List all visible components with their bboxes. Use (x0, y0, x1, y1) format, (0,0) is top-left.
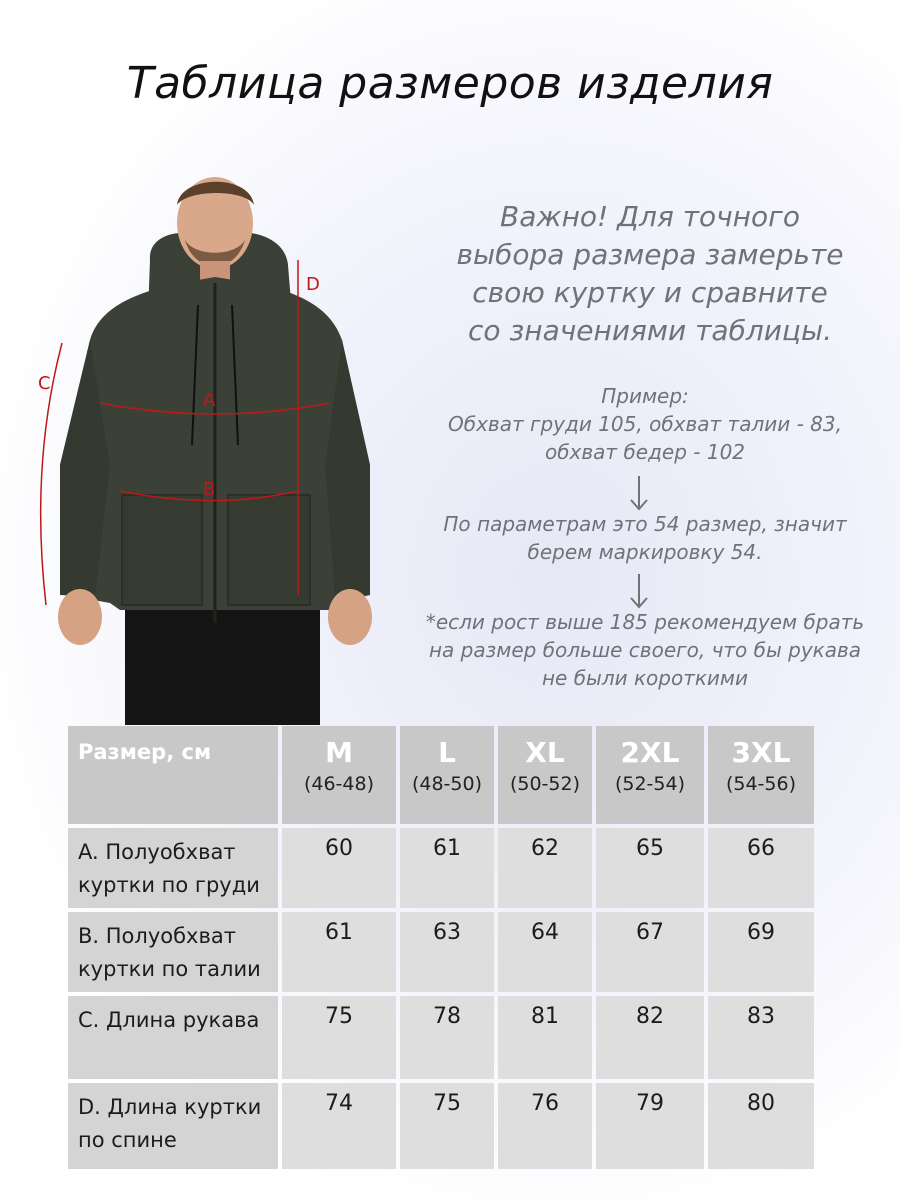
row-label (68, 828, 278, 908)
size-column-header (400, 726, 494, 824)
row-label-line: C. Длина рукава (78, 1008, 260, 1032)
size-column-header (498, 726, 592, 824)
size-name: 2XL (620, 736, 680, 769)
note-line: не были короткими (541, 666, 749, 690)
table-cell: 79 (596, 1083, 704, 1169)
example-label: Пример: (601, 384, 689, 408)
table-cell: 62 (498, 828, 592, 908)
table-cell: 80 (708, 1083, 814, 1169)
size-range: (54-56) (725, 773, 797, 795)
size-name: M (325, 736, 353, 769)
example-line: Обхват груди 105, обхват талии - 83, (448, 412, 842, 436)
table-cell: 74 (282, 1083, 396, 1169)
row-label-line: A. Полуобхват (78, 840, 236, 864)
conclusion-line: берем маркировку 54. (527, 540, 763, 564)
size-range: (50-52) (509, 773, 581, 795)
row-label (68, 1083, 278, 1169)
table-cell: 64 (498, 912, 592, 992)
conclusion-block (395, 510, 895, 566)
label-a: A (203, 390, 216, 411)
model-photo (30, 165, 390, 725)
table-row (68, 996, 814, 1079)
size-name: L (438, 736, 456, 769)
label-c: C (38, 373, 51, 394)
table-cell: 75 (282, 996, 396, 1079)
table-cell: 60 (282, 828, 396, 908)
example-line: обхват бедер - 102 (544, 440, 746, 464)
important-line: свою куртку и сравните (472, 276, 828, 309)
table-cell: 83 (708, 996, 814, 1079)
table-cell: 82 (596, 996, 704, 1079)
down-arrow-icon (628, 572, 650, 610)
height-note (395, 608, 895, 692)
important-note (420, 198, 880, 350)
table-row (68, 828, 814, 908)
row-label-line: по спине (78, 1128, 177, 1152)
page-title: Таблица размеров изделия (126, 58, 774, 109)
size-column-header (708, 726, 814, 824)
example-block (395, 382, 895, 466)
important-line: Важно! Для точного (500, 200, 800, 233)
size-table (64, 722, 818, 1173)
important-line: со значениями таблицы. (467, 314, 832, 347)
table-cell: 69 (708, 912, 814, 992)
size-header-label: Размер, см (68, 726, 278, 824)
row-label-line: B. Полуобхват (78, 924, 236, 948)
table-row (68, 1083, 814, 1169)
table-cell: 81 (498, 996, 592, 1079)
table-cell: 75 (400, 1083, 494, 1169)
label-b: B (203, 479, 216, 500)
down-arrow-icon (628, 474, 650, 512)
size-range: (52-54) (614, 773, 686, 795)
row-label-line: D. Длина куртки (78, 1095, 262, 1119)
table-cell: 67 (596, 912, 704, 992)
size-range: (46-48) (303, 773, 375, 795)
pants (125, 605, 320, 725)
table-cell: 65 (596, 828, 704, 908)
size-name: XL (525, 736, 565, 769)
table-cell: 61 (282, 912, 396, 992)
important-line: выбора размера замерьте (456, 238, 844, 271)
size-name: 3XL (731, 736, 791, 769)
table-cell: 66 (708, 828, 814, 908)
size-column-header (596, 726, 704, 824)
conclusion-line: По параметрам это 54 размер, значит (443, 512, 847, 536)
row-label (68, 912, 278, 992)
table-cell: 61 (400, 828, 494, 908)
size-column-header (282, 726, 396, 824)
table-cell: 63 (400, 912, 494, 992)
table-cell: 76 (498, 1083, 592, 1169)
row-label-line: куртки по груди (78, 873, 260, 897)
note-line: *если рост выше 185 рекомендуем брать (425, 610, 865, 634)
note-line: на размер больше своего, что бы рукава (428, 638, 862, 662)
row-label (68, 996, 278, 1079)
size-range: (48-50) (411, 773, 483, 795)
table-header-row (68, 726, 814, 824)
table-cell: 78 (400, 996, 494, 1079)
label-d: D (306, 274, 320, 295)
table-row (68, 912, 814, 992)
row-label-line: куртки по талии (78, 957, 261, 981)
